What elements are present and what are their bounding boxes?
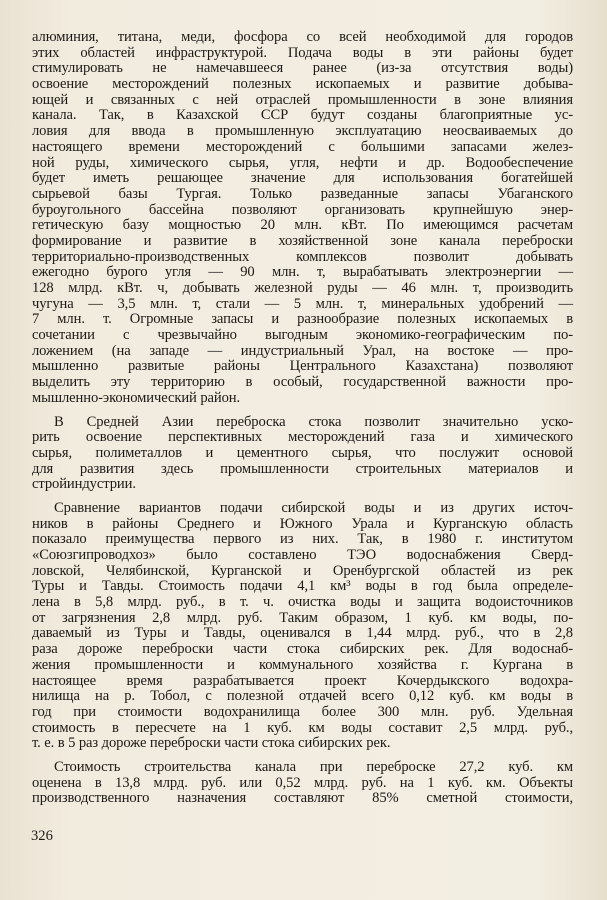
text-line: освоение месторождений полезных ископаемых и развитие добыва- xyxy=(32,76,573,93)
text-line: мышленно-экономический район. xyxy=(32,389,241,406)
text-line: раза дороже переброски части стока сибирских рек. Для водоснаб- xyxy=(32,641,573,658)
text-line: формирование и развитие в хозяйственной зоне канала переброски xyxy=(32,232,573,249)
text-line: 7 млн. т. Огромные запасы и разнообразие полезных ископаемых в xyxy=(32,311,573,328)
text-line: гетическую базу мощностью 20 млн. кВт. По имеющимся расчетам xyxy=(32,217,573,234)
text-line: т. е. в 5 раз дороже переброски части стока сибирских рек. xyxy=(32,735,391,752)
text-line: этих областей инфраструктурой. Подача воды в эти районы будет xyxy=(32,44,573,61)
text-line: стройиндустрии. xyxy=(32,476,136,493)
text-line: настоящее время разрабатывается проект Кочердыкского водохра- xyxy=(32,672,573,689)
text-line: нилища на р. Тобол, с полезной отдачей всего 0,12 куб. км воды в xyxy=(32,688,573,705)
text-line: ловия для ввода в промышленную эксплуатацию неосваиваемых до xyxy=(32,123,573,140)
text-line: В Средней Азии переброска стока позволит значительно уско- xyxy=(54,413,573,430)
text-line: чугуна — 3,5 млн. т, стали — 5 млн. т, минеральных удобрений — xyxy=(32,295,573,312)
text-line: год при стоимости водохранилища более 300 млн. руб. Удельная xyxy=(32,703,573,720)
text-line: территориально-производственных комплексов позволит добывать xyxy=(32,248,573,265)
paragraph-3 xyxy=(32,501,573,752)
text-line: ной руды, химического сырья, угля, нефти и др. Водообеспечение xyxy=(32,154,573,171)
text-line: буроугольного бассейна позволяют организовать крупнейшую энер- xyxy=(32,201,573,218)
text-line: оценена в 13,8 млрд. руб. или 0,52 млрд. руб. на 1 куб. км. Объекты xyxy=(32,774,573,791)
text-line: показало преимущества первого из них. Так, в 1980 г. институтом xyxy=(32,531,573,548)
text-line: рить освоение перспективных месторождений газа и химического xyxy=(32,429,573,446)
text-line: 128 млрд. кВт. ч, добывать железной руды — 46 млн. т, производить xyxy=(32,280,573,296)
text-line: даваемый из Туры и Тавды, оценивался в 1,44 млрд. руб., что в 2,8 xyxy=(32,625,573,642)
text-line: сырья, полиметаллов и цементного сырья, что послужит основой xyxy=(32,444,573,461)
text-line: производственного назначения составляют 85% сметной стоимости, xyxy=(32,790,573,807)
text-line: ежегодно бурого угля — 90 млн. т, вырабатывать электроэнергии — xyxy=(32,264,573,281)
paragraph-1 xyxy=(32,30,573,407)
text-line: лена в 5,8 млрд. руб., в т. ч. очистка воды и защита водоисточников xyxy=(32,594,573,611)
text-line: сырьевой базы Тургая. Только разведанные запасы Убаганского xyxy=(32,185,573,202)
text-line: Туры и Тавды. Стоимость подачи 4,1 км³ воды в год была определе- xyxy=(32,578,573,595)
text-line: стимулировать не намечавшееся ранее (из-за отсутствия воды) xyxy=(32,60,573,77)
text-line: жения промышленности и коммунального хозяйства г. Кургана в xyxy=(32,656,573,673)
page-number: 326 xyxy=(31,828,53,844)
text-line: Стоимость строительства канала при переброске 27,2 куб. км xyxy=(54,758,573,775)
text-line: стоимость в пересчете на 1 куб. км воды составит 2,5 млрд. руб., xyxy=(32,719,573,736)
text-line: мышленно развитые районы Центрального Казахстана) позволяют xyxy=(32,358,573,375)
text-line: сочетании с чрезвычайно выгодным экономико-географическим по- xyxy=(32,327,573,344)
text-line: Сравнение вариантов подачи сибирской воды и из других источ- xyxy=(54,499,573,516)
text-line: «Союзгипроводхоз» было составлено ТЭО водоснабжения Сверд- xyxy=(32,547,573,563)
paragraph-4 xyxy=(32,760,573,807)
text-line: канала. Так, в Казахской ССР будут созданы благоприятные ус- xyxy=(32,107,573,124)
text-line: настоящего времени месторождений с большими запасами желез- xyxy=(32,138,573,155)
paragraph-2 xyxy=(32,415,573,493)
body-text xyxy=(32,30,573,807)
text-line: для развития здесь промышленности строительных материалов и xyxy=(32,460,573,477)
text-line: ющей и связанных с ней отраслей промышленности в зоне влияния xyxy=(32,91,573,108)
text-line: выделить эту территорию в особый, государственной важности про- xyxy=(32,374,573,391)
text-line: алюминия, титана, меди, фосфора со всей необходимой для городов xyxy=(32,29,573,45)
text-line: будет иметь решающее значение для использования богатейшей xyxy=(32,170,573,187)
text-line: ников в районы Среднего и Южного Урала и Курганскую область xyxy=(32,515,573,532)
text-line: от загрязнения 2,8 млрд. руб. Таким образом, 1 куб. км воды, по- xyxy=(32,609,573,626)
text-line: ловской, Челябинской, Курганской и Оренбургской областей из рек xyxy=(32,562,573,579)
text-line: ложением (на западе — индустриальный Урал, на востоке — про- xyxy=(32,342,573,359)
